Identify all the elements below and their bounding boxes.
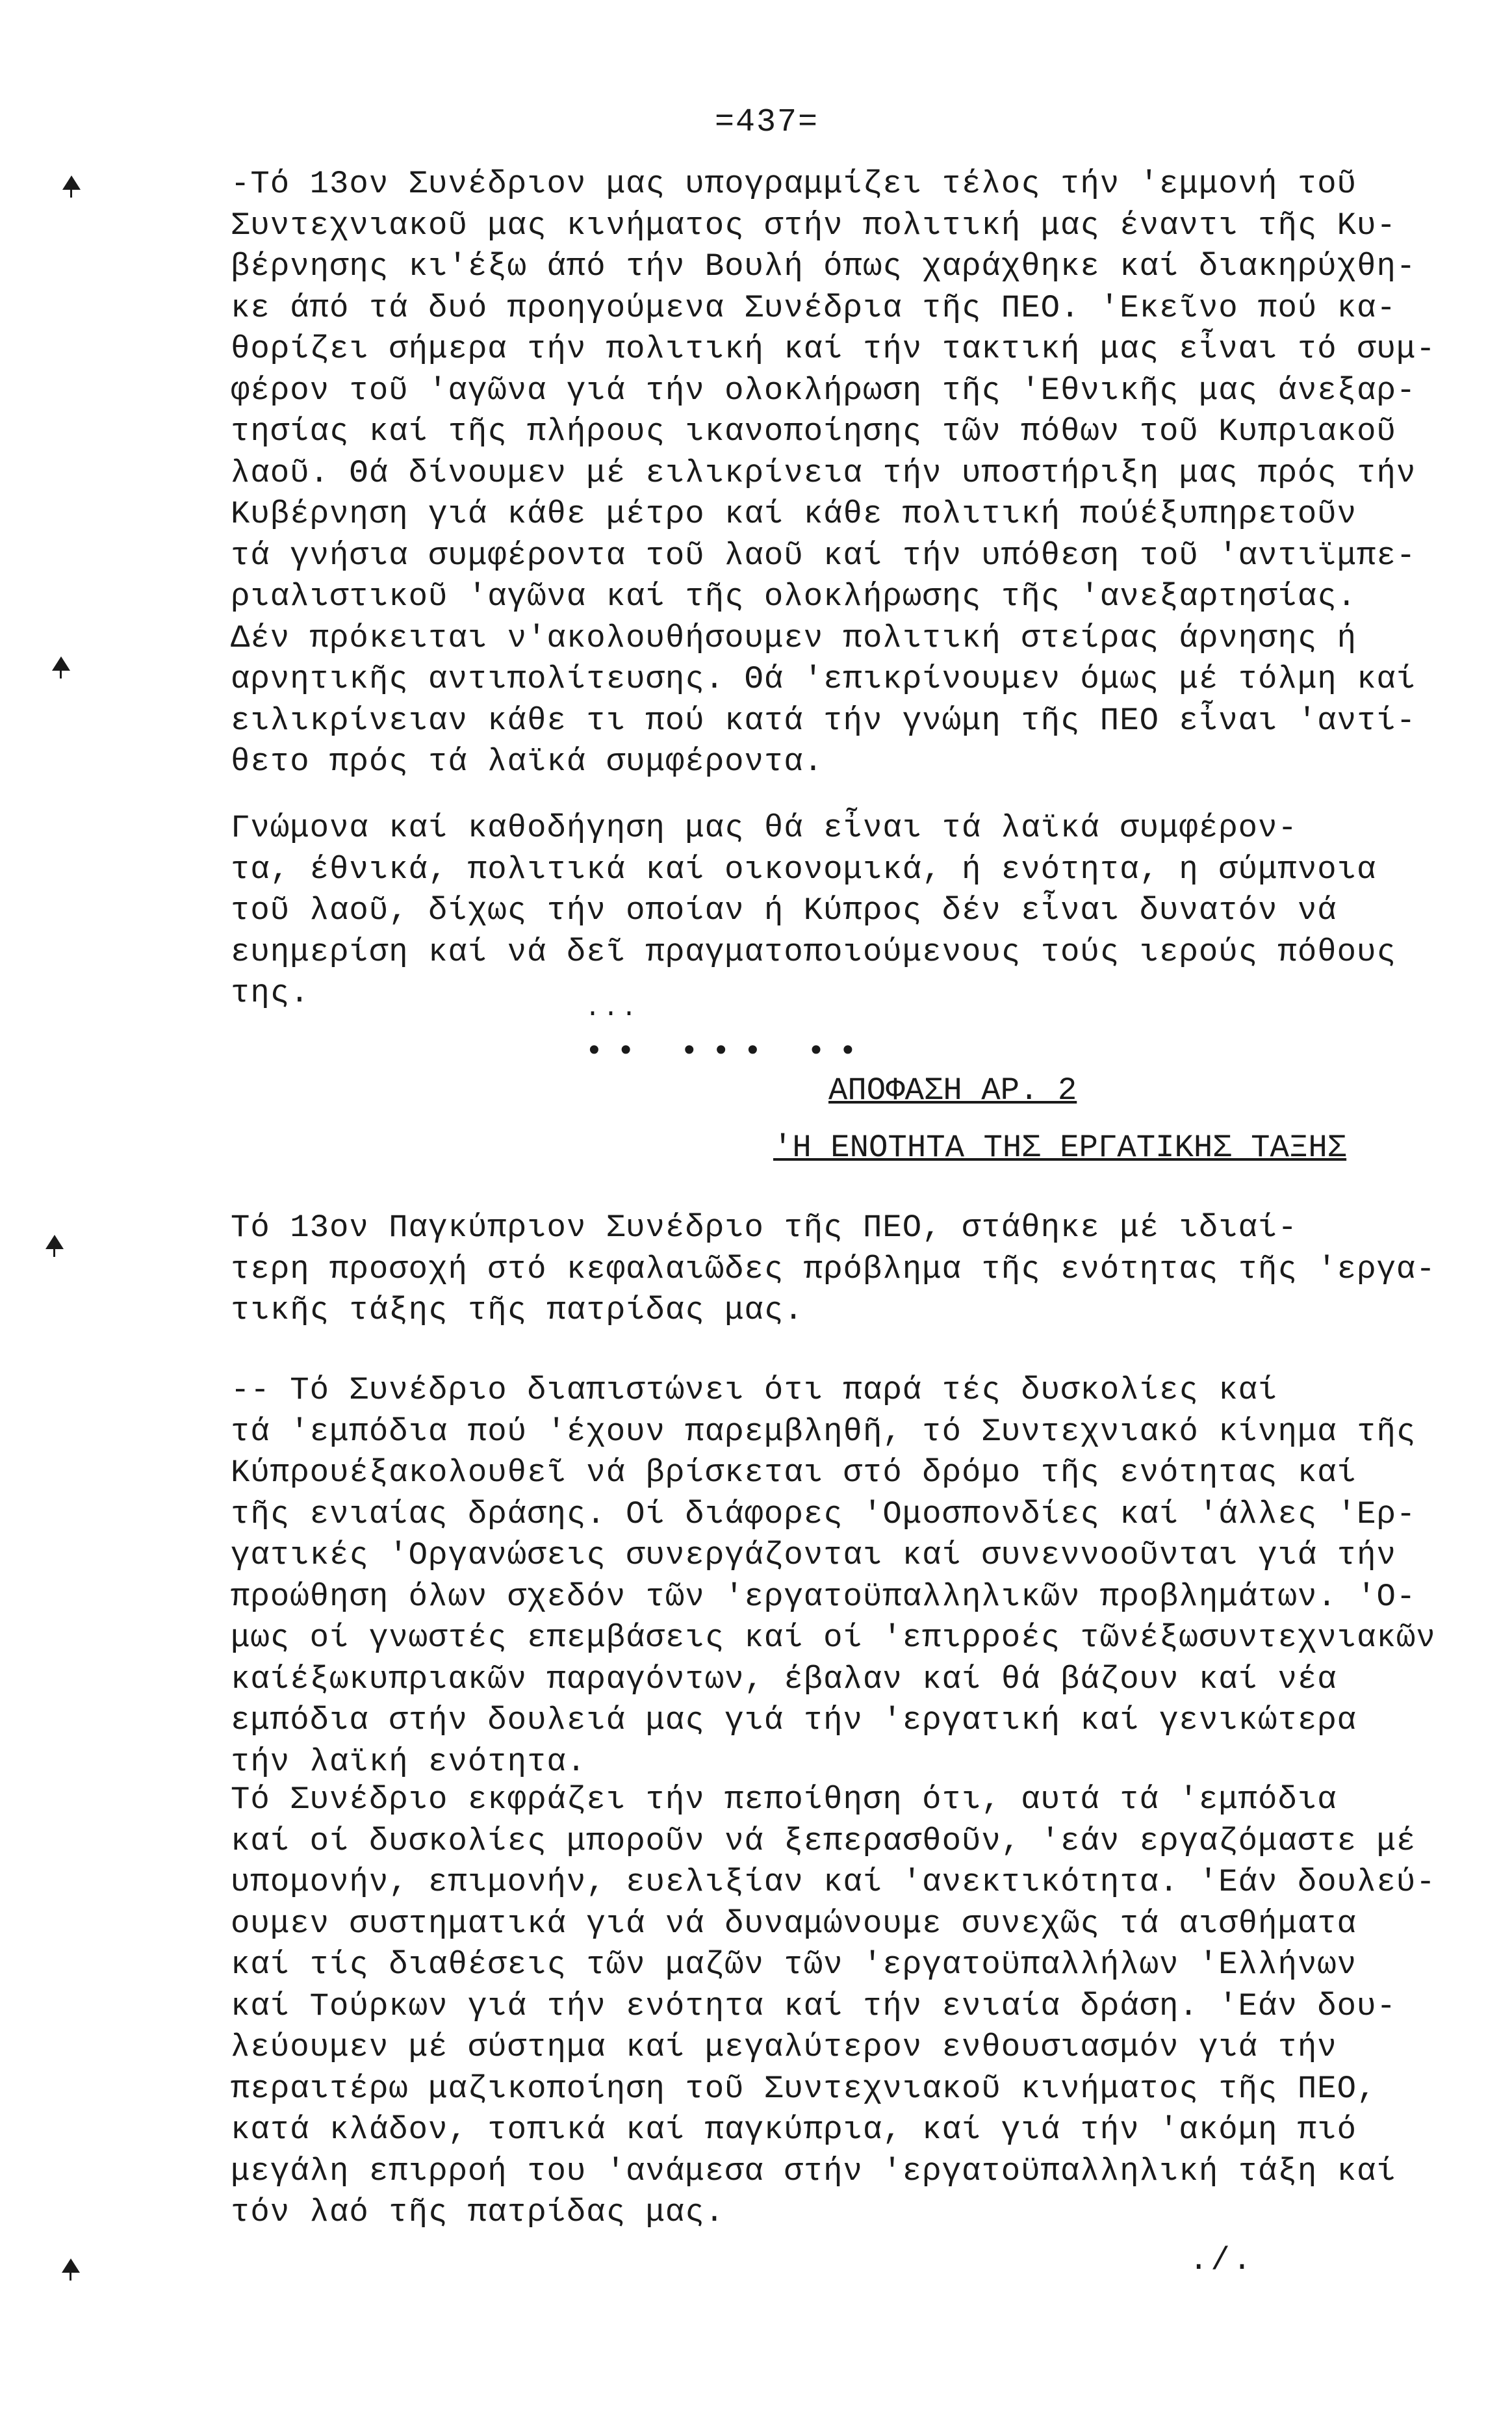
margin-mark-tail [70,2271,71,2281]
ellipsis-mark: ... [585,994,640,1024]
margin-mark-tail [60,669,62,679]
decision-title: ΑΠΟΦΑΣΗ ΑΡ. 2 [828,1072,1077,1109]
paragraph-political-stance: -Τό 13ον Συνέδριον μας υπογραμμίζει τέλος τήν 'εμμονή τοῦ Συντεχνιακοῦ μας κινήματος στήν πολιτική μας έναντι τῆς Κυ- βέρνησης κι'έξω άπό τήν Βουλή όπως χαράχθηκε καί διακηρύχθη- κε άπό τά δυό προηγούμενα Συνέδρια τῆς ΠΕΟ. 'Εκεῖνο πού κα- θορίζει σήμερα τήν πολιτική καί τήν τακτική μας εἶναι τό συμ- φέρον τοῦ 'αγῶνα γιά τήν ολοκλήρωση τῆς 'Εθνικῆς μας άνεξαρ- τησίας καί τῆς πλήρους ικανοποίησης τῶν πόθων τοῦ Κυπριακοῦ λαοῦ. Θά δίνουμεν μέ ειλικρίνεια τήν υποστήριξη μας πρός τήν Κυβέρνηση γιά κάθε μέτρο καί κάθε πολιτική πούέξυπηρετοῦν τά γνήσια συμφέροντα τοῦ λαοῦ καί τήν υπόθεση τοῦ 'αντιϊμπε- ριαλιστικοῦ 'αγῶνα καί τῆς ολοκλήρωσης τῆς 'ανεξαρτησίας. Δέν πρόκειται ν'ακολουθήσουμεν πολιτική στείρας άρνησης ή αρνητικῆς αντιπολίτευσης. Θά 'επικρίνουμεν όμως μέ τόλμη καί ειλικρίνειαν κάθε τι πού κατά τήν γνώμη τῆς ΠΕΟ εἶναι 'αντί- θετο πρός τά λαϊκά συμφέροντα. [231,166,1436,780]
margin-mark-tail [70,188,72,198]
paragraph-obstacles: -- Τό Συνέδριο διαπιστώνει ότι παρά τές δυσκολίες καί τά 'εμπόδια πού 'έχουν παρεμβληθῆ, τό Συντεχνιακό κίνημα τῆς Κύπρουέξακολουθεῖ νά βρίσκεται στό δρόμο τῆς ενότητας καί τῆς ενιαίας δράσης. Οί διάφορες 'Ομοσπονδίες καί 'άλλες 'Ερ- γατικές 'Οργανώσεις συνεργάζονται καί συνεννοοῦνται γιά τήν προώθηση όλων σχεδόν τῶν 'εργατοϋπαλληλικῶν προβλημάτων. 'Ο- μως οί γνωστές επεμβάσεις καί οί 'επιρροές τῶνέξωσυντεχνιακῶν καίέξωκυπριακῶν παραγόντων, έβαλαν καί θά βάζουν καί νέα εμπόδια στήν δουλειά μας γιά τήν 'εργατική καί γενικώτερα τήν λαϊκή ενότητα. [231,1372,1436,1780]
margin-mark [62,175,81,190]
margin-mark [45,1235,64,1249]
paragraph-congress-unity: Τό 13ον Παγκύπριον Συνέδριο τῆς ΠΕΟ, στάθηκε μέ ιδιαί- τερη προσοχή στό κεφαλαιῶδες πρόβλημα τῆς ενότητας τῆς 'εργα- τικῆς τάξης τῆς πατρίδας μας. [231,1209,1436,1328]
paragraph-guidance: Γνώμονα καί καθοδήγηση μας θά εἶναι τά λαϊκά συμφέρον- τα, έθνικά, πολιτικά καί οικονομικά, ή ενότητα, η σύμπνοια τοῦ λαοῦ, δίχως τήν οποίαν ή Κύπρος δέν εἶναι δυνατόν νά ευημερίση καί νά δεῖ πραγματοποιούμενους τούς ιερούς πόθους της. [231,810,1396,1011]
section-separator: •• ••• •• [585,1035,871,1070]
margin-mark [62,2258,80,2273]
page-number: =437= [715,104,819,141]
paragraph-conviction: Τό Συνέδριο εκφράζει τήν πεποίθηση ότι, αυτά τά 'εμπόδια καί οί δυσκολίες μποροῦν νά ξεπερασθοῦν, 'εάν εργαζόμαστε μέ υπομονήν, επιμονήν, ευελιξίαν καί 'ανεκτικότητα. 'Εάν δουλεύ- ουμεν συστηματικά γιά νά δυναμώνουμε συνεχῶς τά αισθήματα καί τίς διαθέσεις τῶν μαζῶν τῶν 'εργατοϋπαλλήλων 'Ελλήνων καί Τούρκων γιά τήν ενότητα καί τήν ενιαία δράση. 'Εάν δου- λεύουμεν μέ σύστημα καί μεγαλύτερον ενθουσιασμόν γιά τήν περαιτέρω μαζικοποίηση τοῦ Συντεχνιακοῦ κινήματος τῆς ΠΕΟ, κατά κλάδον, τοπικά καί παγκύπρια, καί γιά τήν 'ακόμη πιό μεγάλη επιρροή του 'ανάμεσα στήν 'εργατοϋπαλληλική τάξη καί τόν λαό τῆς πατρίδας μας. [231,1781,1436,2230]
margin-mark-tail [53,1248,55,1257]
decision-subtitle: 'Η ΕΝΟΤΗΤΑ ΤΗΣ ΕΡΓΑΤΙΚΗΣ ΤΑΞΗΣ [773,1130,1347,1166]
margin-mark [52,656,70,671]
continuation-mark: ./. [1189,2242,1255,2279]
